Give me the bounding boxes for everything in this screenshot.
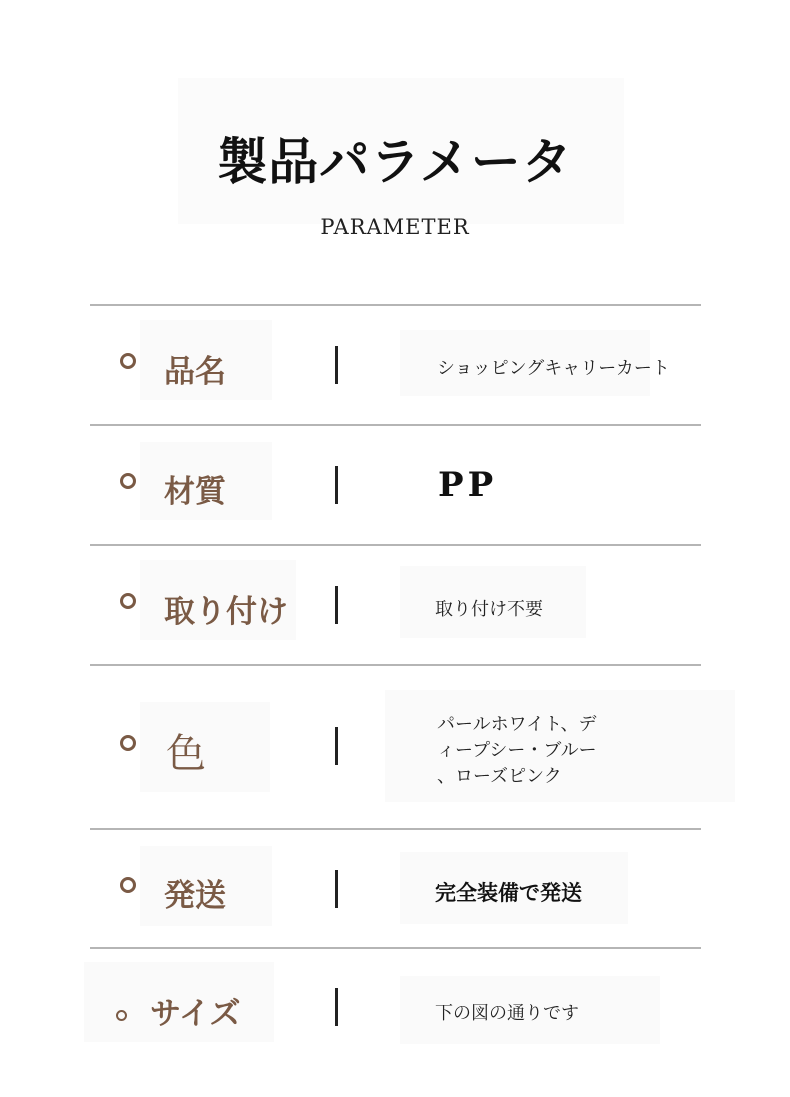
page-subtitle: PARAMETER <box>320 215 470 239</box>
param-label: 発送 <box>164 878 226 914</box>
param-value <box>437 712 637 790</box>
value-line: ィープシー・ブルー <box>437 740 597 761</box>
value-line: 、ローズピンク <box>437 766 562 787</box>
value-line: パールホワイト、デ <box>437 714 597 735</box>
page-title: 製品パラメータ <box>217 133 573 191</box>
bullet-icon <box>120 877 136 893</box>
param-value: ショッピングキャリーカート <box>437 358 670 379</box>
param-label: 取り付け <box>164 594 288 630</box>
bullet-icon <box>120 353 136 369</box>
separator <box>335 466 338 504</box>
param-value: 下の図の通りです <box>435 1003 579 1024</box>
divider <box>90 828 701 830</box>
divider <box>90 424 701 426</box>
bullet-icon <box>120 735 136 751</box>
bullet-icon <box>120 593 136 609</box>
param-value: 完全装備で発送 <box>435 881 582 905</box>
param-label: 色 <box>166 731 206 777</box>
divider <box>90 544 701 546</box>
param-value: PP <box>438 465 498 505</box>
param-label: 品名 <box>164 354 226 390</box>
separator <box>335 870 338 908</box>
bullet-icon <box>120 473 136 489</box>
divider <box>90 664 701 666</box>
separator <box>335 346 338 384</box>
divider <box>90 304 701 306</box>
bullet-icon <box>116 1010 127 1021</box>
param-value: 取り付け不要 <box>435 599 543 620</box>
divider <box>90 947 701 949</box>
separator <box>335 586 338 624</box>
param-label: サイズ <box>150 996 241 1032</box>
separator <box>335 727 338 765</box>
separator <box>335 988 338 1026</box>
param-label: 材質 <box>164 474 226 510</box>
